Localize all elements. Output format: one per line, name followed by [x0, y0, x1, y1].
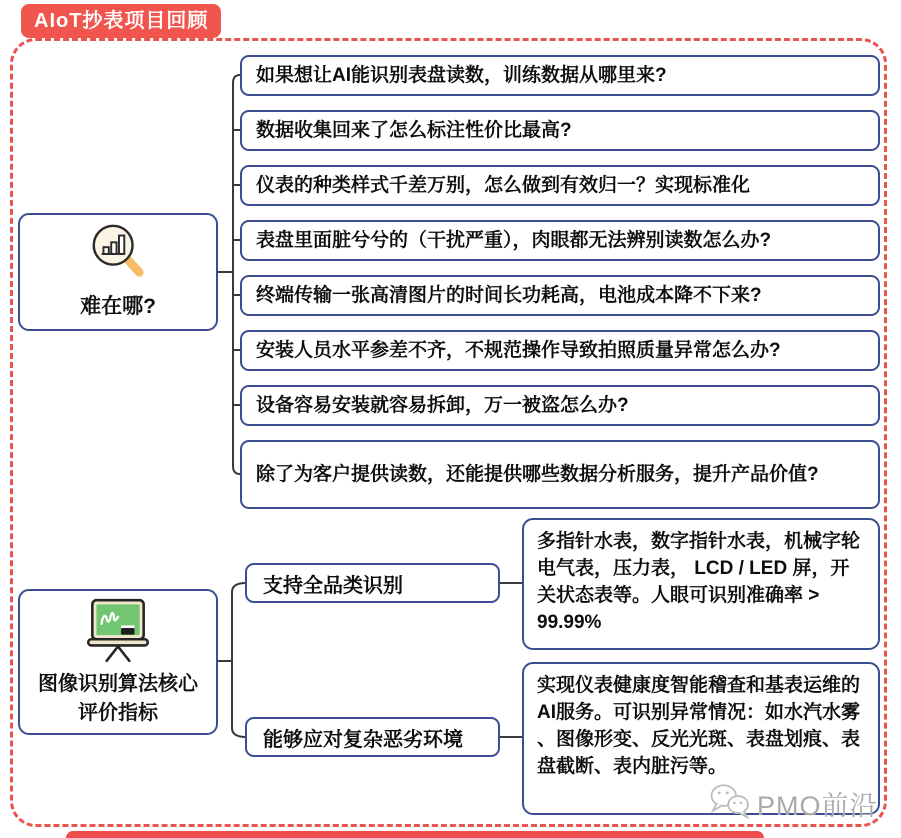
blackboard-icon [80, 597, 156, 668]
node-difficulties-label: 难在哪? [80, 295, 156, 319]
branch-full-category: 支持全品类识别 [245, 563, 500, 603]
watermark-text: PMO前沿 [757, 791, 878, 821]
node-metrics [18, 589, 218, 735]
wechat-icon [708, 783, 752, 824]
detail-harsh-environment: 实现仪表健康度智能稽查和基表运维的AI服务。可识别异常情况：如水汽水雾 、图像形变、反光光斑、表盘划痕、表盘截断、表内脏污等。 [522, 662, 880, 815]
cropped-next-badge-bar [66, 831, 764, 838]
question-box-8: 除了为客户提供读数，还能提供哪些数据分析服务，提升产品价值? [240, 440, 880, 509]
magnifier-bar-chart-icon [87, 221, 149, 288]
watermark [708, 783, 878, 824]
question-box-5: 终端传输一张高清图片的时间长功耗高，电池成本降不下来? [240, 275, 880, 316]
detail-full-category: 多指针水表，数字指针水表，机械字轮电气表，压力表， LCD / LED 屏，开关状态表等。人眼可识别准确率 > 99.99% [522, 518, 880, 650]
question-box-7: 设备容易安装就容易拆卸，万一被盗怎么办? [240, 385, 880, 426]
node-difficulties [18, 213, 218, 331]
page-title: AIoT抄表项目回顾 [21, 4, 221, 38]
question-box-4: 表盘里面脏兮兮的（干扰严重），肉眼都无法辨别读数怎么办? [240, 220, 880, 261]
question-box-2: 数据收集回来了怎么标注性价比最高? [240, 110, 880, 151]
question-box-6: 安装人员水平参差不齐，不规范操作导致拍照质量异常怎么办? [240, 330, 880, 371]
node-metrics-label: 图像识别算法核心评价指标 [38, 672, 198, 724]
question-box-1: 如果想让AI能识别表盘读数，训练数据从哪里来? [240, 55, 880, 96]
branch-harsh-environment: 能够应对复杂恶劣环境 [245, 717, 500, 757]
question-box-3: 仪表的种类样式千差万别，怎么做到有效归一？实现标准化 [240, 165, 880, 206]
